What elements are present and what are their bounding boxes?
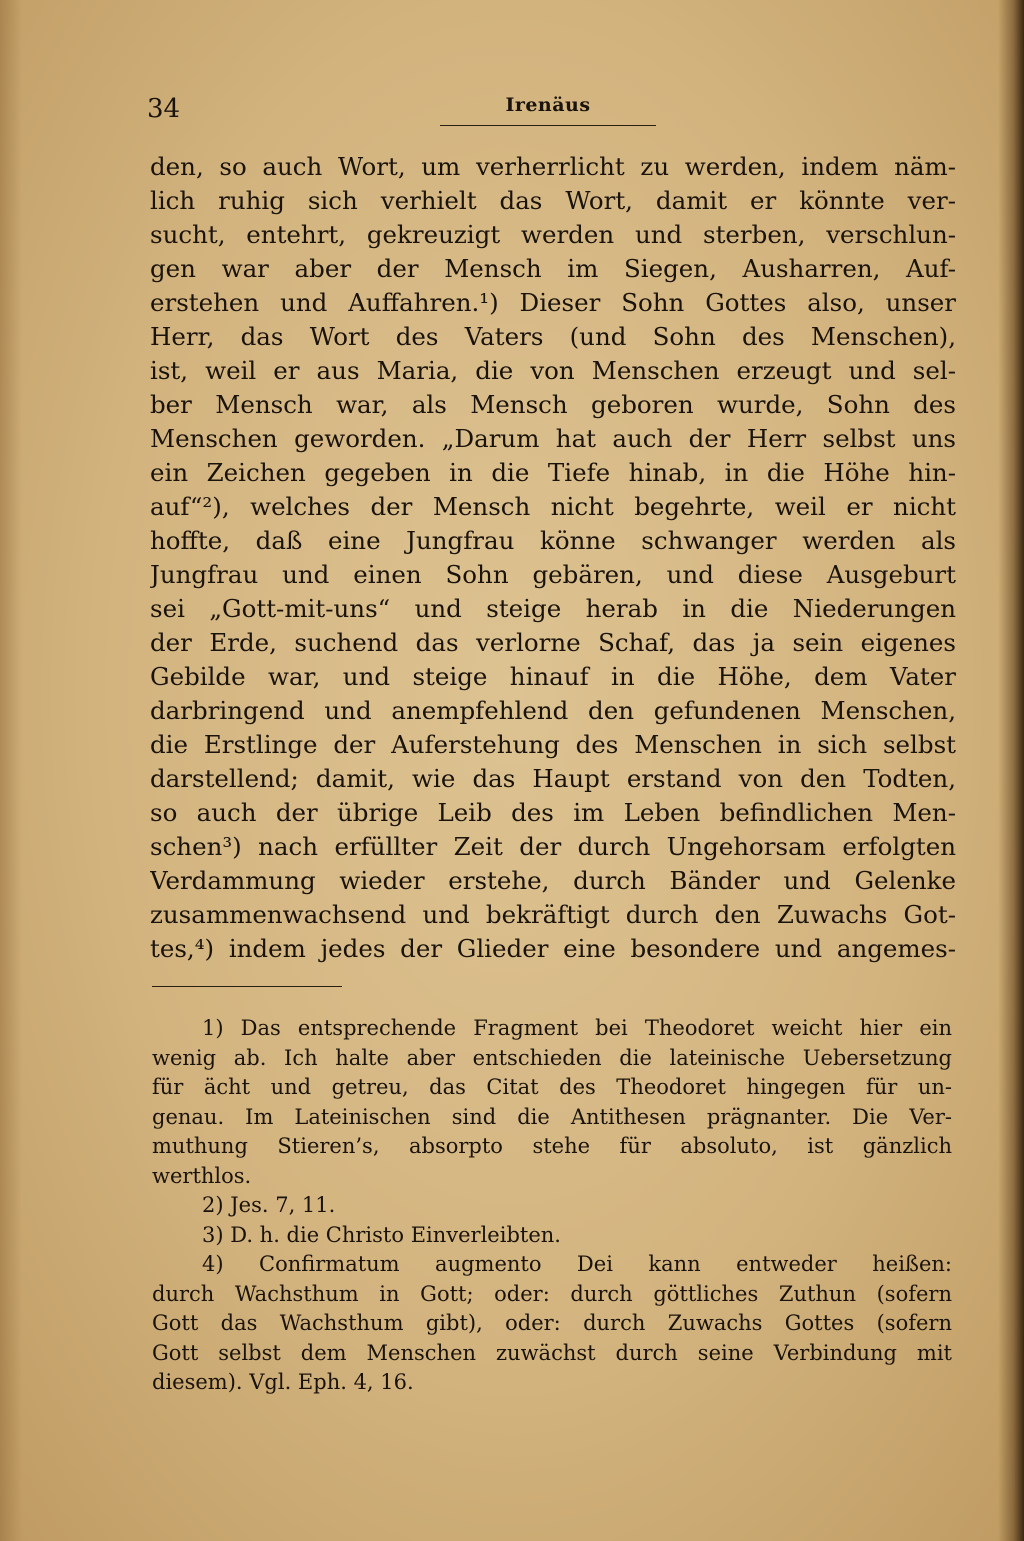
text-line: Gebilde war, und steige hinauf in die Höhe, dem Vater	[150, 662, 956, 691]
text-line: so auch der übrige Leib des im Leben befindlichen Men-	[150, 798, 956, 827]
text-line: ber Mensch war, als Mensch geboren wurde, Sohn des	[150, 390, 956, 419]
text-line: den, so auch Wort, um verherrlicht zu werden, indem näm-	[150, 152, 956, 181]
main-text	[150, 150, 956, 966]
footnote-line: diesem). Vgl. Eph. 4, 16.	[152, 1370, 414, 1394]
footnote-line: genau. Im Lateinischen sind die Antithesen prägnanter. Die Ver-	[152, 1104, 952, 1129]
book-spine-shadow	[998, 0, 1024, 1541]
text-line: erstehen und Auffahren.¹) Dieser Sohn Gottes also, unser	[150, 288, 956, 317]
footnote-line: muthung Stieren’s, absorpto stehe für absoluto, ist gänzlich	[152, 1134, 952, 1158]
running-title: Irenäus	[505, 94, 591, 116]
text-line: auf“²), welches der Mensch nicht begehrte, weil er nicht	[150, 492, 956, 521]
footnote-rule	[152, 986, 342, 987]
footnote-line: 1) Das entsprechende Fragment bei Theodoret weicht hier ein	[202, 1016, 952, 1040]
footnote-line: Gott das Wachsthum gibt), oder: durch Zuwachs Gottes (sofern	[152, 1311, 952, 1335]
text-line: zusammenwachsend und bekräftigt durch den Zuwachs Got-	[150, 900, 956, 929]
text-line: die Erstlinge der Auferstehung des Menschen in sich selbst	[150, 730, 956, 759]
text-line: sucht, entehrt, gekreuzigt werden und sterben, verschlun-	[150, 220, 956, 249]
footnote-line: 3) D. h. die Christo Einverleibten.	[202, 1222, 561, 1247]
text-line: lich ruhig sich verhielt das Wort, damit er könnte ver-	[150, 186, 956, 215]
footnote-line: durch Wachsthum in Gott; oder: durch göttliches Zuthun (sofern	[152, 1281, 952, 1306]
text-line: hoffte, daß eine Jungfrau könne schwanger werden als	[150, 526, 956, 555]
text-line: Herr, das Wort des Vaters (und Sohn des Menschen),	[150, 322, 956, 351]
text-line: gen war aber der Mensch im Siegen, Ausharren, Auf-	[150, 254, 956, 283]
footnote-line: werthlos.	[152, 1163, 252, 1188]
text-line: darstellend; damit, wie das Haupt erstand von den Todten,	[150, 764, 956, 793]
text-line: ein Zeichen gegeben in die Tiefe hinab, in die Höhe hin-	[150, 458, 956, 487]
footnote-line: für ächt und getreu, das Citat des Theodoret hingegen für un-	[152, 1075, 952, 1099]
footnotes	[152, 1014, 952, 1398]
text-line: Verdammung wieder erstehe, durch Bänder und Gelenke	[150, 866, 956, 895]
text-line: darbringend und anempfehlend den gefundenen Menschen,	[150, 696, 956, 725]
page-number: 34	[147, 94, 181, 124]
footnote-line: 4) Confirmatum augmento Dei kann entweder heißen:	[202, 1252, 952, 1276]
text-line: sei „Gott-mit-uns“ und steige herab in die Niederungen	[150, 594, 956, 623]
text-line: Jungfrau und einen Sohn gebären, und diese Ausgeburt	[150, 560, 956, 589]
text-line: Menschen geworden. „Darum hat auch der Herr selbst uns	[150, 424, 956, 453]
page-left-edge	[0, 0, 22, 1541]
footnote-line: 2) Jes. 7, 11.	[202, 1193, 336, 1217]
header-rule	[440, 125, 656, 126]
text-line: ist, weil er aus Maria, die von Menschen erzeugt und sel-	[150, 356, 956, 385]
footnote-line: Gott selbst dem Menschen zuwächst durch seine Verbindung mit	[152, 1340, 952, 1365]
text-line: tes,⁴) indem jedes der Glieder eine besondere und angemes-	[150, 934, 956, 963]
footnote-line: wenig ab. Ich halte aber entschieden die lateinische Uebersetzung	[152, 1045, 952, 1070]
text-line: der Erde, suchend das verlorne Schaf, das ja sein eigenes	[150, 628, 956, 657]
text-line: schen³) nach erfüllter Zeit der durch Ungehorsam erfolgten	[150, 832, 956, 861]
